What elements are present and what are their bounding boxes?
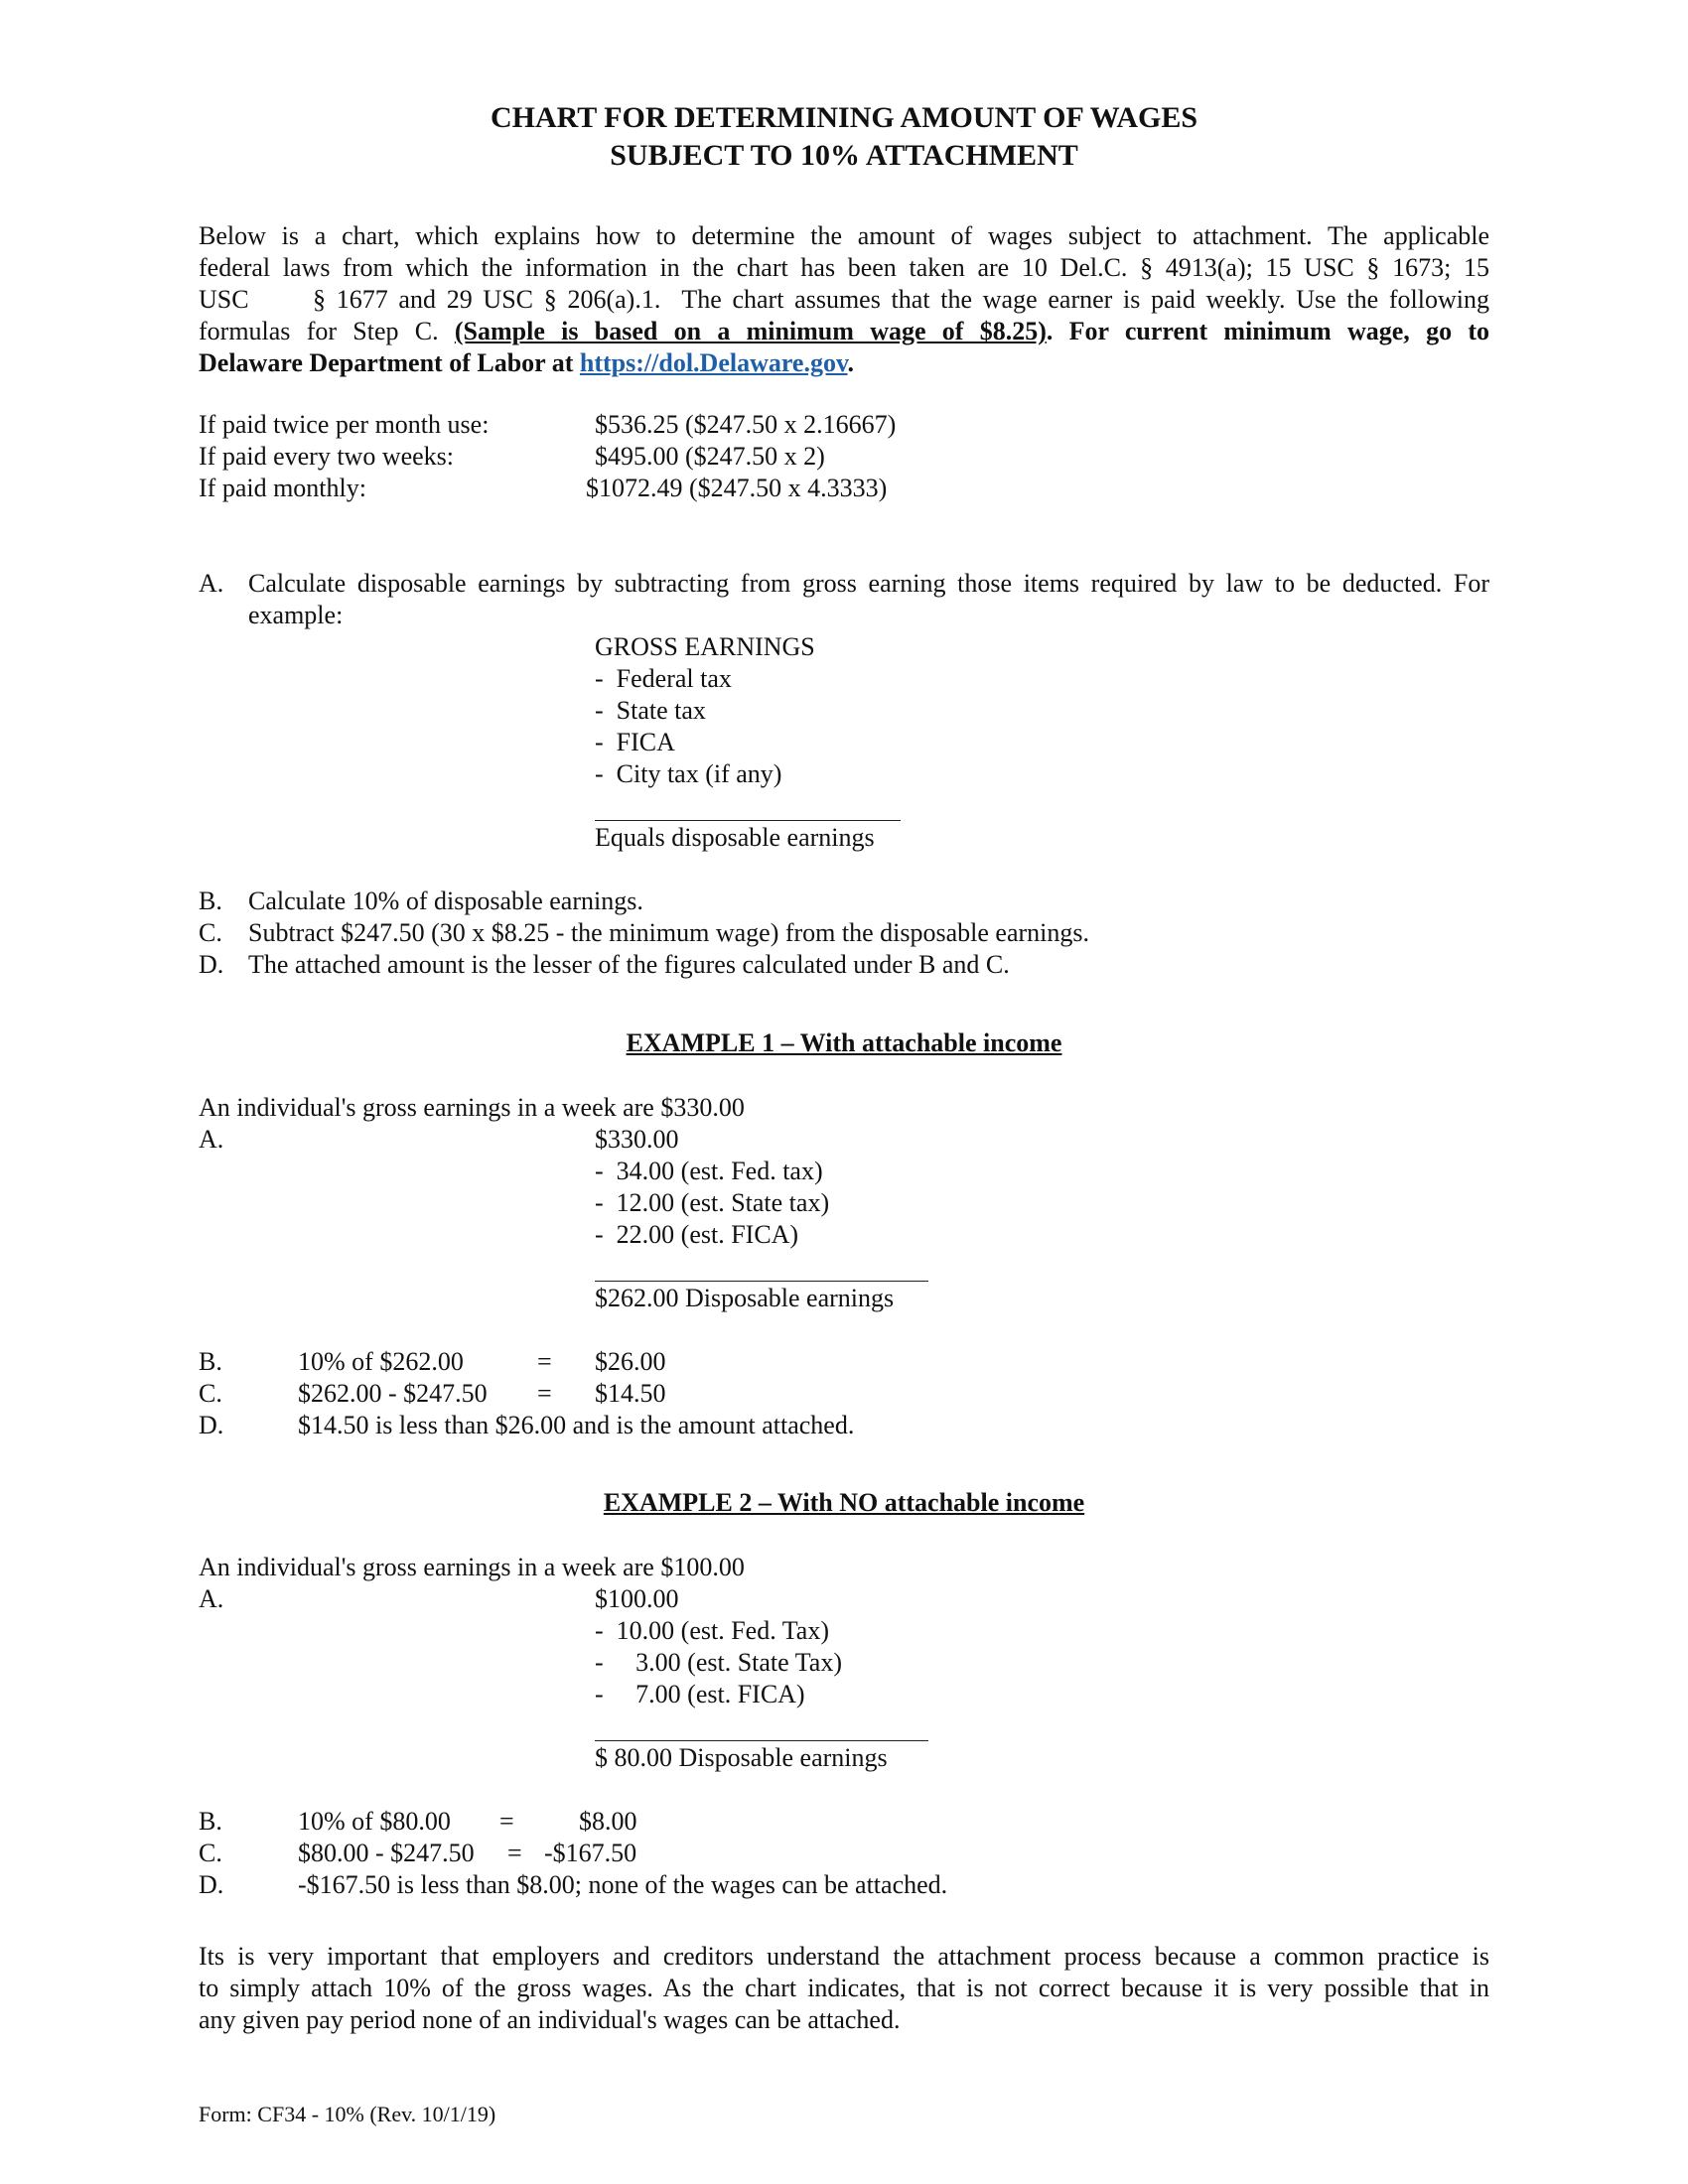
deduction-fica: - FICA	[595, 728, 675, 756]
formula-value-twice-monthly: $536.25 ($247.50 x 2.16667)	[595, 410, 897, 439]
example-1-b-calc: 10% of $262.00	[298, 1347, 464, 1376]
example-2-intro: An individual's gross earnings in a week are $100.00	[199, 1553, 745, 1581]
example-1-c-result: $14.50	[595, 1379, 666, 1408]
step-a-text-2: example:	[248, 601, 344, 629]
example-1-d-letter: D.	[199, 1411, 224, 1439]
intro-line-3: USC § 1677 and 29 USC § 206(a).1. The chart assumes that the wage earner is paid weekly. Use the following	[199, 285, 1489, 314]
title-line-2: SUBJECT TO 10% ATTACHMENT	[610, 139, 1078, 172]
gross-earnings-label: GROSS EARNINGS	[595, 632, 815, 661]
example-2-gross: $100.00	[595, 1584, 679, 1613]
intro-line-5	[199, 347, 1489, 379]
example-1-intro: An individual's gross earnings in a week are $330.00	[199, 1093, 745, 1122]
formula-label-monthly: If paid monthly:	[199, 474, 366, 502]
example-2-b-equals: =	[499, 1807, 514, 1836]
example-2-c-result: -$167.50	[544, 1839, 637, 1867]
example-1-fed-tax: - 34.00 (est. Fed. tax)	[595, 1157, 823, 1185]
step-d-letter: D.	[199, 950, 224, 979]
disposable-earnings-label: Equals disposable earnings	[595, 823, 875, 852]
step-b-letter: B.	[199, 887, 222, 915]
example-1-c-equals: =	[537, 1379, 552, 1408]
intro-line-4-plain: formulas for Step C.	[199, 317, 455, 345]
example-1-b-result: $26.00	[595, 1347, 666, 1376]
step-a-letter: A.	[199, 569, 224, 598]
formula-label-biweekly: If paid every two weeks:	[199, 442, 455, 471]
example-2-c-calc: $80.00 - $247.50	[298, 1839, 475, 1867]
step-c-text: Subtract $247.50 (30 x $8.25 - the minimum wage) from the disposable earnings.	[248, 918, 1090, 947]
example-2-a-letter: A.	[199, 1584, 224, 1613]
example-2-d-letter: D.	[199, 1870, 224, 1899]
closing-paragraph	[199, 1941, 1489, 2036]
sum-rule	[595, 820, 901, 821]
intro-line-2: federal laws from which the information in the chart has been taken are 10 Del.C. § 4913(a); 15 USC § 1673; 15	[199, 253, 1489, 282]
closing-line-3: any given pay period none of an individual's wages can be attached.	[199, 2005, 901, 2034]
step-a-text-1: Calculate disposable earnings by subtracting from gross earning those items required by law to be deducted. For	[248, 569, 1489, 598]
example-1-disposable: $262.00 Disposable earnings	[595, 1284, 895, 1312]
step-b-text: Calculate 10% of disposable earnings.	[248, 887, 643, 915]
example-2-c-letter: C.	[199, 1839, 222, 1867]
intro-paragraph	[199, 220, 1489, 379]
intro-line-4	[199, 316, 1489, 347]
example-2-b-letter: B.	[199, 1807, 222, 1836]
intro-line-1: Below is a chart, which explains how to determine the amount of wages subject to attachment. The applicable	[199, 221, 1489, 250]
example-1-c-calc: $262.00 - $247.50	[298, 1379, 488, 1408]
formula-label-twice-monthly: If paid twice per month use:	[199, 410, 490, 439]
formula-value-monthly: $1072.49 ($247.50 x 4.3333)	[586, 474, 888, 502]
example-2-d-text: -$167.50 is less than $8.00; none of the wages can be attached.	[298, 1870, 948, 1899]
deduction-city-tax: - City tax (if any)	[595, 759, 782, 788]
intro-line-4-bold: . For current minimum wage, go to	[1046, 317, 1489, 345]
example-2-fica: - 7.00 (est. FICA)	[595, 1680, 805, 1708]
example-2-heading: EXAMPLE 2 – With NO attachable income	[603, 1488, 1085, 1517]
deduction-federal-tax: - Federal tax	[595, 664, 732, 693]
formula-value-biweekly: $495.00 ($247.50 x 2)	[595, 442, 825, 471]
dol-link[interactable]: https://dol.Delaware.gov	[579, 348, 848, 377]
example-1-a-letter: A.	[199, 1125, 224, 1154]
closing-line-2: to simply attach 10% of the gross wages. As the chart indicates, that is not correct because it is very possible that in	[199, 1974, 1489, 2002]
deduction-state-tax: - State tax	[595, 696, 706, 725]
intro-line-5-end: .	[847, 348, 855, 377]
example-2-state-tax: - 3.00 (est. State Tax)	[595, 1648, 842, 1677]
example-1-fica: - 22.00 (est. FICA)	[595, 1220, 799, 1249]
example-2-c-equals: =	[507, 1839, 522, 1867]
title-line-1: CHART FOR DETERMINING AMOUNT OF WAGES	[490, 101, 1198, 134]
example-2-fed-tax: - 10.00 (est. Fed. Tax)	[595, 1616, 829, 1645]
example-2-sum-rule	[595, 1740, 928, 1741]
example-1-b-equals: =	[537, 1347, 552, 1376]
example-1-c-letter: C.	[199, 1379, 222, 1408]
example-1-heading: EXAMPLE 1 – With attachable income	[626, 1028, 1062, 1057]
example-1-state-tax: - 12.00 (est. State tax)	[595, 1188, 830, 1217]
example-1-gross: $330.00	[595, 1125, 679, 1154]
example-1-b-letter: B.	[199, 1347, 222, 1376]
minimum-wage-note: (Sample is based on a minimum wage of $8.25)	[454, 317, 1047, 345]
example-2-b-result: $8.00	[579, 1807, 637, 1836]
form-footer: Form: CF34 - 10% (Rev. 10/1/19)	[199, 2102, 496, 2126]
example-1-sum-rule	[595, 1281, 928, 1282]
intro-line-5-bold: Delaware Department of Labor at	[199, 348, 580, 377]
example-2-disposable: $ 80.00 Disposable earnings	[595, 1743, 888, 1772]
step-d-text: The attached amount is the lesser of the figures calculated under B and C.	[248, 950, 1010, 979]
step-c-letter: C.	[199, 918, 222, 947]
example-1-d-text: $14.50 is less than $26.00 and is the amount attached.	[298, 1411, 855, 1439]
closing-line-1: Its is very important that employers and creditors understand the attachment process because a common practice is	[199, 1942, 1489, 1971]
example-2-b-calc: 10% of $80.00	[298, 1807, 451, 1836]
